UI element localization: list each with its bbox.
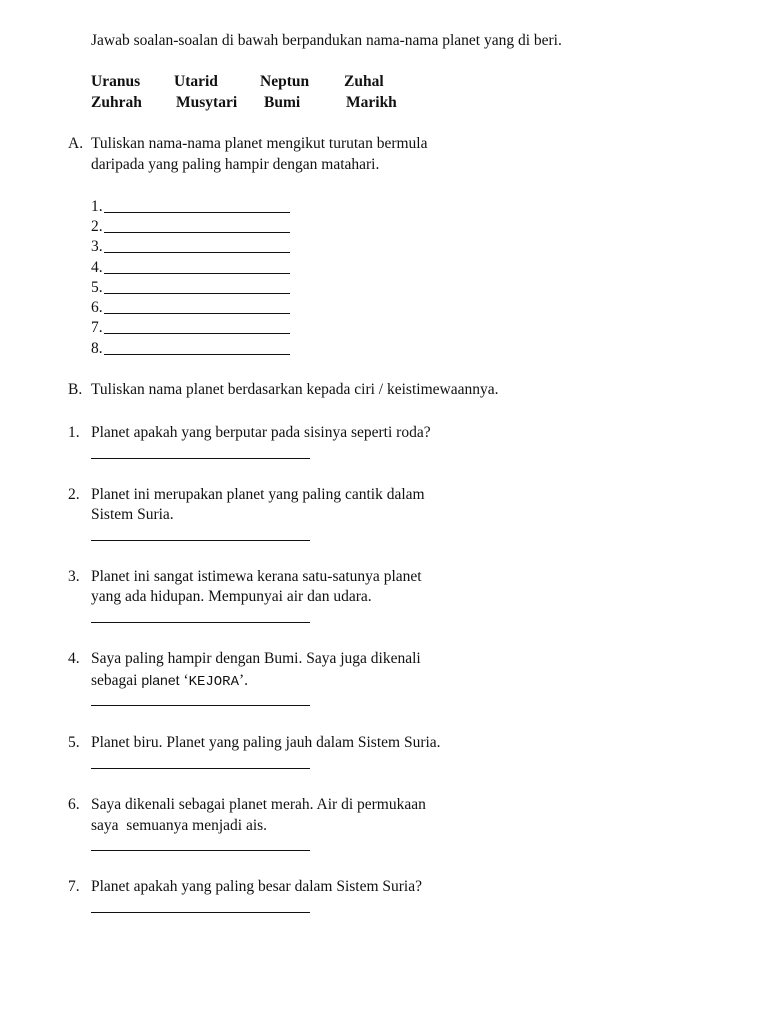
answer-blank[interactable] [91, 850, 310, 851]
answer-number: 6. [91, 299, 103, 316]
planet-name: Musytari [176, 94, 238, 111]
question-text: Planet ini sangat istimewa kerana satu-satunya planet [91, 568, 422, 585]
section-a-instruction-line2: daripada yang paling hampir dengan matahari. [91, 156, 380, 173]
question-text: Saya paling hampir dengan Bumi. Saya juga dikenali [91, 650, 421, 667]
answer-blank[interactable] [104, 273, 290, 274]
question-text-fragment: ‘ [179, 672, 189, 689]
planet-name: Marikh [346, 94, 397, 111]
question-number: 6. [68, 796, 80, 813]
planet-name: Neptun [260, 73, 310, 90]
question-text: Saya dikenali sebagai planet merah. Air di permukaan [91, 796, 426, 813]
answer-blank[interactable] [91, 540, 310, 541]
question-text: Planet apakah yang berputar pada sisinya seperti roda? [91, 424, 431, 441]
question-text-fragment: planet [141, 672, 180, 688]
section-b-letter: B. [68, 381, 83, 398]
question-text: Planet ini merupakan planet yang paling cantik dalam [91, 486, 425, 503]
question-number: 7. [68, 878, 80, 895]
answer-number: 8. [91, 340, 103, 357]
answer-blank[interactable] [91, 622, 310, 623]
answer-blank[interactable] [104, 333, 290, 334]
answer-blank[interactable] [91, 705, 310, 706]
planet-name: Zuhrah [91, 94, 142, 111]
answer-number: 5. [91, 279, 103, 296]
planet-name: Zuhal [344, 73, 384, 90]
question-text: yang ada hidupan. Mempunyai air dan udara. [91, 588, 372, 605]
question-number: 3. [68, 568, 80, 585]
answer-blank[interactable] [91, 912, 310, 913]
answer-blank[interactable] [91, 458, 310, 459]
answer-blank[interactable] [104, 232, 290, 233]
section-a-instruction-line1: Tuliskan nama-nama planet mengikut turutan bermula [91, 135, 428, 152]
question-number: 4. [68, 650, 80, 667]
instruction-text: Jawab soalan-soalan di bawah berpandukan nama-nama planet yang di beri. [91, 32, 562, 49]
question-text-fragment: sebagai [91, 672, 142, 689]
question-number: 2. [68, 486, 80, 503]
section-b-instruction: Tuliskan nama planet berdasarkan kepada ciri / keistimewaannya. [91, 381, 499, 398]
planet-name: Utarid [174, 73, 218, 90]
planet-name: Bumi [264, 94, 301, 111]
question-text: Sistem Suria. [91, 506, 174, 523]
answer-number: 1. [91, 198, 103, 215]
question-number: 1. [68, 424, 80, 441]
answer-number: 3. [91, 238, 103, 255]
answer-blank[interactable] [104, 252, 290, 253]
question-text: Planet apakah yang paling besar dalam Sistem Suria? [91, 878, 423, 895]
question-text-line2 [91, 670, 248, 692]
answer-number: 4. [91, 259, 103, 276]
question-text: saya semuanya menjadi ais. [91, 817, 268, 834]
question-number: 5. [68, 734, 80, 751]
answer-blank[interactable] [104, 293, 290, 294]
planet-name: Uranus [91, 73, 141, 90]
question-text: Planet biru. Planet yang paling jauh dalam Sistem Suria. [91, 734, 441, 751]
question-keyword: KEJORA [188, 674, 239, 690]
answer-blank[interactable] [104, 354, 290, 355]
answer-blank[interactable] [104, 212, 290, 213]
answer-number: 7. [91, 319, 103, 336]
answer-number: 2. [91, 218, 103, 235]
answer-blank[interactable] [104, 313, 290, 314]
answer-blank[interactable] [91, 768, 310, 769]
question-text-fragment: ’. [238, 672, 249, 689]
section-a-letter: A. [68, 135, 84, 152]
